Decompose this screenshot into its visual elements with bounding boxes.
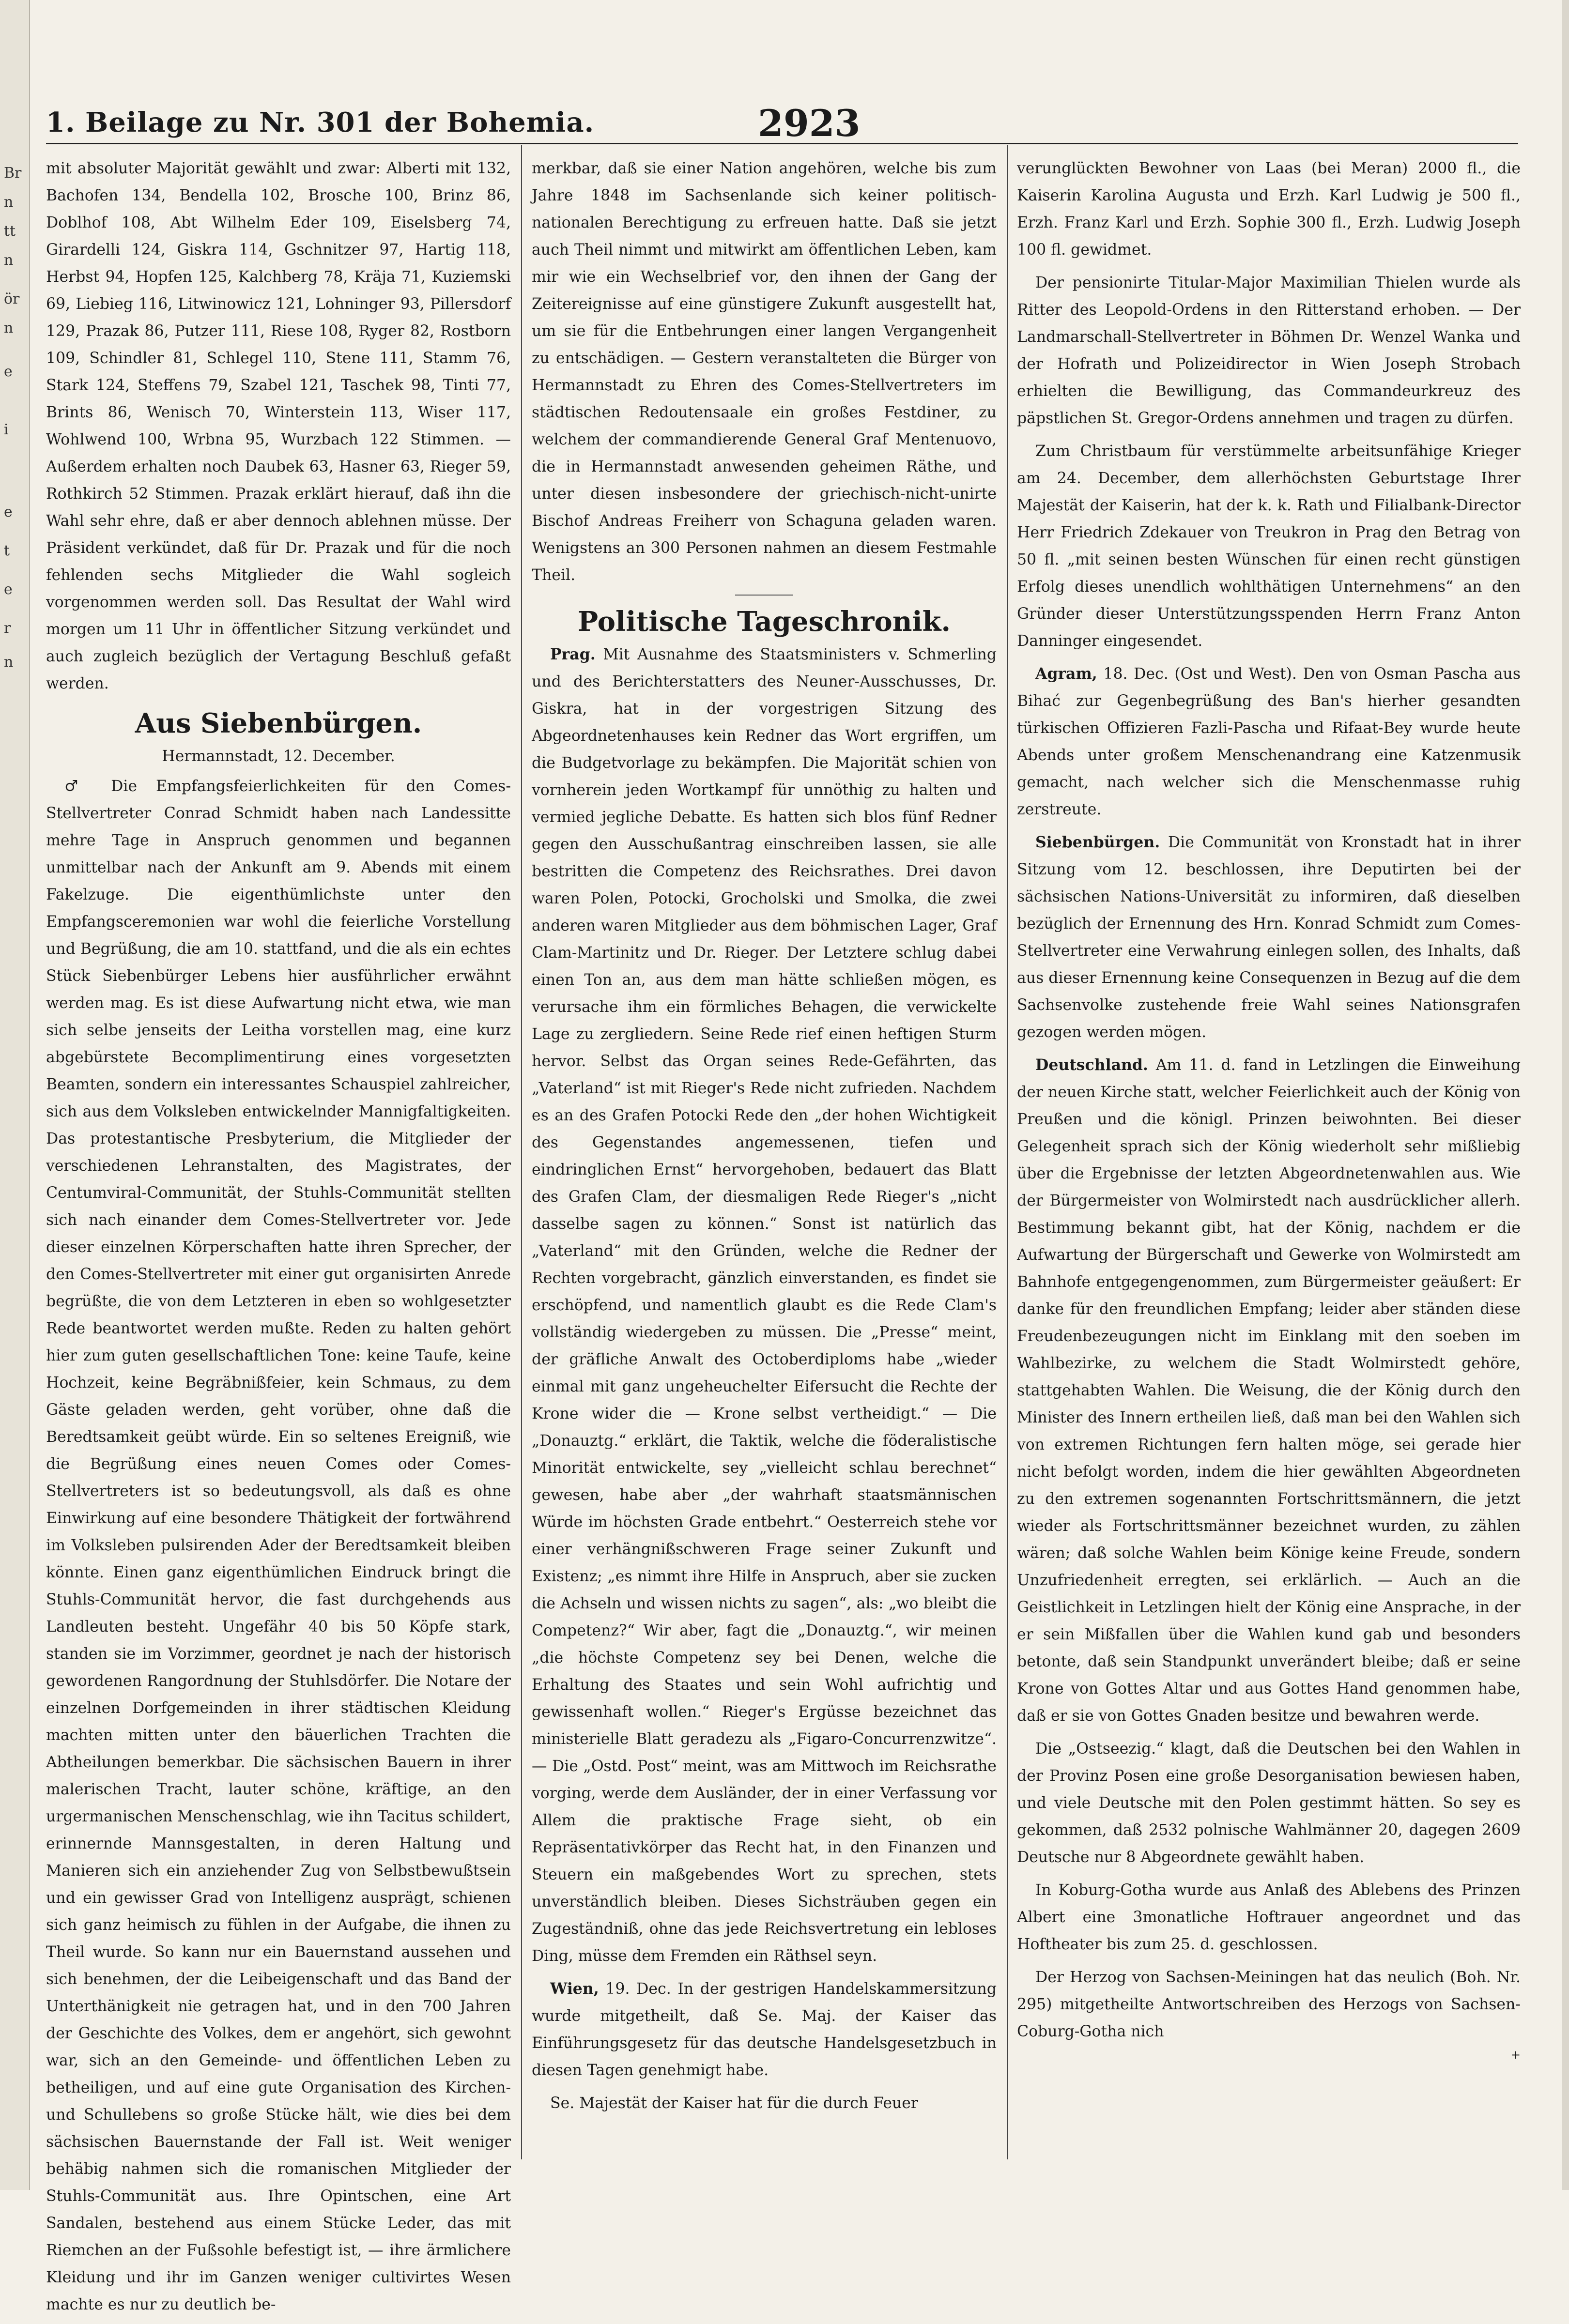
paragraph: Se. Majestät der Kaiser hat für die durch Feuer <box>550 2095 918 2112</box>
paragraph-text: Mit Ausnahme des Staatsministers v. Schmerling und des Berichterstatters des Neuner-Ausschusses, Dr. Giskra, hat in der vorgestrigen Sitzung des Abgeordnetenhauses kein Redner das Wort ergriffen, um die Budgetvorlage zu bekämpfen. Die Majorität schien von vornherein jeden Wortkampf für unnöthig zu halten und vermied jegliche Debatte. Es hatten sich blos fünf Redner gegen den Ausschußantrag einschreiben lassen, sie alle bestritten die Competenz des Reichsrathes. Drei davon waren Polen, Potocki, Grocholski und Smolka, die zwei anderen waren Mitglieder aus dem böhmischen Lager, Graf Clam-Martinitz und Dr. Rieger. Der Letztere schlug dabei einen Ton an, aus dem man hätte schließen mögen, es verursache ihm ein förmliches Behagen, die verwickelte Lage zu zergliedern. Seine Rede rief einen heftigen Sturm hervor. Selbst das Organ seines Rede-Gefährten, das „Vaterland“ ist mit Rieger's Rede nicht zufrieden. Nachdem es an des Grafen Potocki Rede den „der hohen Wichtigkeit des Gegenstandes angemessenen, tiefen und eindringlichen Ernst“ hervorgehoben, bedauert das Blatt des Grafen Clam, der diesmaligen Rede Rieger's „nicht dasselbe sagen zu können.“ Sonst ist natürlich das „Vaterland“ mit den Gründen, welche die Redner der Rechten vorgebracht, gänzlich einverstanden, es findet sie erschöpfend, und namentlich glaubt es die Rede Clam's vollständig wiedergeben zu müssen. Die „Presse“ meint, der gräfliche Anwalt des Octoberdiploms habe „wieder einmal mit ganz ungeheuchelter Eifersucht die Rechte der Krone wider die — Krone selbst vertheidigt.“ — Die „Donauztg.“ erklärt, die Taktik, welche die föderalistische Minorität entwickelte, sey „vielleicht schlau berechnet“ gewesen, habe aber „der wahrhaft staatsmännischen Würde im höchsten Grade entbehrt.“ Oesterreich stehe vor einer verhängnißschweren Frage seiner Zukunft und Existenz; „es nimmt ihre Hilfe in Anspruch, aber sie zucken die Achseln und wissen nichts zu sagen“, als: „wo bleibt die Competenz?“ Wir aber, fagt die „Donauztg.“, wir meinen „die höchste Competenz sey bei Denen, welche die Erhaltung des Staates und sein Wohl aufrichtig und gewissenhaft wollen.“ Rieger's Ergüsse bezeichnet das ministerielle Blatt geradezu als „Figaro-Concurrenzwitze“. — Die „Ostd. Post“ meint, was am Mittwoch im Reichsrathe vorging, werde dem Ausländer, der in einer Verfassung vor Allem die praktische Frage sieht, ob ein Repräsentativkörper das Recht hat, in den Finanzen und Steuern ein maßgebendes Wort zu sprechen, stets unverständlich bleiben. Dieses Sichsträuben gegen ein Zugeständniß, ohne das jede Reichsvertretung ein lebloses Ding, müsse dem Fremden ein Räthsel seyn. <box>532 646 997 1965</box>
gutter-letter: e <box>4 504 13 520</box>
paragraph: Der Herzog von Sachsen-Meiningen hat das neulich (Boh. Nr. 295) mitgetheilte Antwortschreiben des Herzogs von Sachsen-Coburg-Gotha nich <box>1017 1969 1521 2040</box>
dateline-label: Siebenbürgen. <box>1035 833 1160 851</box>
gutter-letter: e <box>4 581 13 598</box>
paragraph: Zum Christbaum für verstümmelte arbeitsunfähige Krieger am 24. December, dem allerhöchsten Geburtstage Ihrer Majestät der Kaiserin, hat der k. k. Rath und Filialbank-Director Herr Friedrich Zdekauer von Treukron in Prag den Betrag von 50 fl. „mit seinen besten Wünschen für einen recht günstigen Erfolg dieses unendlich wohlthätigen Unternehmens“ an den Gründer dieser Unterstützungsspenden Herrn Franz Anton Danninger eingesendet. <box>1017 443 1521 650</box>
supplement-title: 1. Beilage zu Nr. 301 der Bohemia. <box>46 107 595 138</box>
paragraph-prag <box>532 641 997 1970</box>
section-title: Politische Tageschronik. <box>578 606 951 638</box>
gutter-letter: ör <box>4 290 20 307</box>
gutter-letter: t <box>4 542 10 559</box>
gutter-letter: n <box>4 194 14 211</box>
paragraph-text: 18. Dec. (Ost und West). Den von Osman Pascha aus Bihać zur Gegenbegrüßung des Ban's hierher gesandten türkischen Offizieren Fazli-Pascha und Rifaat-Bey wurde heute Abends unter großem Menschenandrang eine Katzenmusik gemacht, nach welcher sich die Menschenmasse ruhig zerstreute. <box>1017 665 1521 818</box>
paragraph-wien <box>532 1975 997 2084</box>
gutter-letter: r <box>4 620 11 637</box>
section-title: Aus Siebenbürgen. <box>135 707 422 739</box>
column-divider <box>1007 145 1008 2159</box>
header-rule <box>46 143 1518 144</box>
page-header <box>46 102 1518 145</box>
gutter-letter: n <box>4 252 14 269</box>
page-edge <box>1562 0 1569 2190</box>
paragraph-text: Die Communität von Kronstadt hat in ihrer Sitzung vom 12. beschlossen, ihre Deputirten bei der sächsischen Nations-Universität zu informiren, daß dieselben bezüglich der Ernennung des Hrn. Konrad Schmidt zum Comes-Stellvertreter eine Verwahrung einlegen sollen, des Inhalts, daß aus dieser Ernennung keine Consequenzen in Bezug auf die dem Sachsenvolke zustehende freie Wahl seines Nationsgrafen gezogen werden mögen. <box>1017 834 1521 1041</box>
paragraph: verunglückten Bewohner von Laas (bei Meran) 2000 fl., die Kaiserin Karolina Augusta und Erzh. Karl Ludwig je 500 fl., Erzh. Franz Karl und Erzh. Sophie 300 fl., Erzh. Ludwig Joseph 100 fl. gewidmet. <box>1017 160 1521 259</box>
foot-mark: + <box>1510 2048 1521 2062</box>
gutter-letter: Br <box>4 165 22 182</box>
column-divider <box>521 145 522 2159</box>
paragraph-text: 19. Dec. In der gestrigen Handelskammersitzung wurde mitgetheilt, daß Se. Maj. der Kaiser das Einführungsgesetz für das deutsche Handelsgesetzbuch in diesen Tagen genehmigt habe. <box>532 1980 997 2079</box>
separator <box>735 595 793 596</box>
dateline: Hermannstadt, 12. December. <box>162 748 395 765</box>
paragraph: mit absoluter Majorität gewählt und zwar: Alberti mit 132, Bachofen 134, Bendella 102, Brosche 100, Brinz 86, Doblhof 108, Abt Wilhelm Eder 109, Eiselsberg 74, Girardelli 124, Giskra 114, Gschnitzer 97, Hartig 118, Herbst 94, Hopfen 125, Kalchberg 78, Kräja 71, Kuziemski 69, Liebieg 116, Litwinowicz 121, Lohninger 93, Pillersdorf 129, Prazak 86, Putzer 111, Riese 108, Ryger 82, Rostborn 109, Schindler 81, Schlegel 110, Stene 111, Stamm 76, Stark 124, Steffens 79, Szabel 121, Taschek 98, Tinti 77, Brints 86, Wenisch 70, Winterstein 113, Wiser 117, Wohlwend 100, Wrbna 95, Wurzbach 122 Stimmen. — Außerdem erhalten noch Daubek 63, Hasner 63, Rieger 59, Rothkirch 52 Stimmen. Prazak erklärt hierauf, daß ihn die Wahl sehr ehre, daß er aber dennoch ablehnen müsse. Der Präsident verkündet, daß für Dr. Prazak und für die noch fehlenden sechs Mitglieder die Wahl sogleich vorgenommen werden soll. Das Resultat der Wahl wird morgen um 11 Uhr in öffentlicher Sitzung verkündet und auch zugleich bezüglich der Vertagung Beschluß gefaßt werden. <box>46 160 511 692</box>
paragraph: merkbar, daß sie einer Nation angehören, welche bis zum Jahre 1848 im Sachsenlande sich keiner politisch-nationalen Berechtigung zu erfreuen hatte. Daß sie jetzt auch Theil nimmt und mitwirkt am öffentlichen Leben, kam mir wie ein Wechselbrief vor, den ihnen der Gang der Zeitereignisse auf eine günstigere Zukunft ausgestellt hat, um sie für die Entbehrungen einer langen Vergangenheit zu entschädigen. — Gestern veranstalteten die Bürger von Hermannstadt zu Ehren des Comes-Stellvertreters im städtischen Redoutensaale ein großes Festdiner, zu welchem der commandierende General Graf Mentenuovo, die in Hermannstadt anwesenden geheimen Räthe, und unter diesen insbesondere der griechisch-nicht-unirte Bischof Andreas Freiherr von Schaguna geladen waren. Wenigstens an 300 Personen nahmen an diesem Festmahle Theil. <box>532 160 997 584</box>
paragraph-agram <box>1017 660 1521 823</box>
paragraph: Die „Ostseezig.“ klagt, daß die Deutschen bei den Wahlen in der Provinz Posen eine große Desorganisation bewiesen haben, und viele Deutsche mit den Polen gestimmt hätten. So sey es gekommen, daß 2532 polnische Wahlmänner 20, dagegen 2609 Deutsche nur 8 Abgeordnete gewählt haben. <box>1017 1740 1521 1866</box>
paragraph: ♂ Die Empfangsfeierlichkeiten für den Comes-Stellvertreter Conrad Schmidt haben nach Landessitte mehre Tage in Anspruch genommen und begannen unmittelbar nach der Ankunft am 9. Abends mit einem Fakelzuge. Die eigenthümlichste unter den Empfangsceremonien war wohl die feierliche Vorstellung und Begrüßung, die am 10. stattfand, und die als ein echtes Stück Siebenbürger Lebens hier ausführlicher erwähnt werden mag. Es ist diese Aufwartung nicht etwa, wie man sich selbe jenseits der Leitha vorstellen mag, eine kurz abgebürstete Becomplimentirung eines vorgesetzten Beamten, sondern ein interessantes Schauspiel zahlreicher, sich aus dem Volksleben entwickelnder Mannigfaltigkeiten. Das protestantische Presbyterium, die Mitglieder der verschiedenen Lehranstalten, des Magistrates, der Centumviral-Communität, der Stuhls-Communität stellten sich nach einander dem Comes-Stellvertreter vor. Jede dieser einzelnen Körperschaften hatte ihren Sprecher, der den Comes-Stellvertreter mit einer gut organisirten Anrede begrüßte, die von dem Letzteren in eben so wohlgesetzter Rede beantwortet werden mußte. Reden zu halten gehört hier zum guten gesellschaftlichen Tone: keine Taufe, keine Hochzeit, keine Begräbnißfeier, kein Schmaus, zu dem Gäste geladen werden, geht vorüber, ohne daß die Beredtsamkeit geübt würde. Ein so seltenes Ereigniß, wie die Begrüßung eines neuen Comes oder Comes-Stellvertreters ist so bedeutungsvoll, als daß es ohne Einwirkung auf eine besondere Thätigkeit der fortwährend im Volksleben pulsirenden Ader der Beredtsamkeit bleiben könnte. Einen ganz eigenthümlichen Eindruck bringt die Stuhls-Communität hervor, die fast durchgehends aus Landleuten besteht. Ungefähr 40 bis 50 Köpfe stark, standen sie im Vorzimmer, geordnet je nach der historisch gewordenen Rangordnung der Stuhlsdörfer. Die Notare der einzelnen Dorfgemeinden in ihrer städtischen Kleidung machten mitten unter den bäuerlichen Trachten die Abtheilungen bemerkbar. Die sächsischen Bauern in ihrer malerischen Tracht, lauter schöne, kräftige, an den urgermanischen Menschenschlag, wie ihn Tacitus schildert, erinnernde Mannsgestalten, in deren Haltung und Manieren sich ein anziehender Zug von Selbstbewußtsein und ein gewisser Grad von Intelligenz ausprägt, schienen sich ganz heimisch zu fühlen in der Aufgabe, die ihnen zu Theil wurde. So kann nur ein Bauernstand aussehen und sich benehmen, der die Leibeigenschaft und das Band der Unterthänigkeit nie getragen hat, und in den 700 Jahren der Geschichte des Volkes, dem er angehört, sich gewohnt war, sich an den Gemeinde- und öffentlichen Leben zu betheiligen, und auf eine gute Organisation des Kirchen- und Schullebens so große Stücke hält, wie dies bei dem sächsischen Bauernstande der Fall ist. Weit weniger behäbig nahmen sich die romanischen Mitglieder der Stuhls-Communität aus. Ihre Opintschen, eine Art Sandalen, bestehend aus einem Stücke Leder, das mit Riemchen an der Fußsohle befestigt ist, — ihre ärmlichere Kleidung und ihr im Ganzen weniger cultivirtes Wesen machte es nur zu deutlich be- <box>46 778 511 2313</box>
dateline-label: Agram, <box>1035 665 1097 683</box>
paragraph-siebenbuergen <box>1017 829 1521 1046</box>
gutter-letter: n <box>4 320 14 336</box>
gutter-letter: e <box>4 363 13 380</box>
dateline-label: Prag. <box>550 645 596 663</box>
page-number: 2923 <box>758 102 861 145</box>
dateline-label: Deutschland. <box>1035 1056 1148 1074</box>
column-3 <box>1017 155 1521 2068</box>
column-2 <box>532 155 997 2123</box>
column-1 <box>46 155 511 2324</box>
gutter-letter: i <box>4 421 9 438</box>
paragraph-deutschland <box>1017 1052 1521 1729</box>
gutter-letter: n <box>4 654 14 671</box>
adjacent-page-margin <box>0 0 30 2190</box>
dateline-label: Wien, <box>550 1980 599 1998</box>
paragraph: In Koburg-Gotha wurde aus Anlaß des Ablebens des Prinzen Albert eine 3monatliche Hoftrauer angeordnet und das Hoftheater bis zum 25. d. geschlossen. <box>1017 1881 1521 1953</box>
paragraph-text: Am 11. d. fand in Letzlingen die Einweihung der neuen Kirche statt, welcher Feierlichkeit auch der König von Preußen und die königl. Prinzen beiwohnten. Bei dieser Gelegenheit sprach sich der König wiederholt sehr mißliebig über die Ergebnisse der letzten Abgeordnetenwahlen aus. Wie der Bürgermeister von Wolmirstedt nach ausdrücklicher allerh. Bestimmung bekannt gibt, hat der König, nachdem er die Aufwartung der Bürgerschaft und Gewerke von Wolmirstedt am Bahnhofe entgegengenommen, zum Bürgermeister geäußert: Er danke für den freundlichen Empfang; leider aber ständen diese Freudenbezeugungen nicht im Einklang mit den soeben im Wahlbezirke, zu welchem die Stadt Wolmirstedt gehöre, stattgehabten Wahlen. Die Weisung, die der König durch den Minister des Innern ertheilen ließ, daß man bei den Wahlen sich von extremen Richtungen fern halten möge, sei gerade hier nicht befolgt worden, indem die hier gewählten Abgeordneten zu den extremen sogenannten Fortschrittsmännern, die jetzt wieder als Fortschrittsmänner bezeichnet wurden, zu zählen wären; daß solche Wahlen beim Könige keine Freude, sondern Unzufriedenheit erregten, sei erklärlich. — Auch an die Geistlichkeit in Letzlingen hielt der König eine Ansprache, in der er sein Mißfallen über die Wahlen kund gab und besonders betonte, daß sein Standpunkt unverändert bleibe; daß er seine Krone von Gottes Altar und aus Gottes Hand genommen habe, daß er sie von Gottes Gnaden besitze und bewahren werde. <box>1017 1056 1521 1725</box>
paragraph: Der pensionirte Titular-Major Maximilian Thielen wurde als Ritter des Leopold-Ordens in den Ritterstand erhoben. — Der Landmarschall-Stellvertreter in Böhmen Dr. Wenzel Wanka und der Hofrath und Polizeidirector in Wien Joseph Strobach erhielten die Bewilligung, das Commandeurkreuz des päpstlichen St. Gregor-Ordens annehmen und tragen zu dürfen. <box>1017 274 1521 427</box>
gutter-letter: tt <box>4 223 16 240</box>
